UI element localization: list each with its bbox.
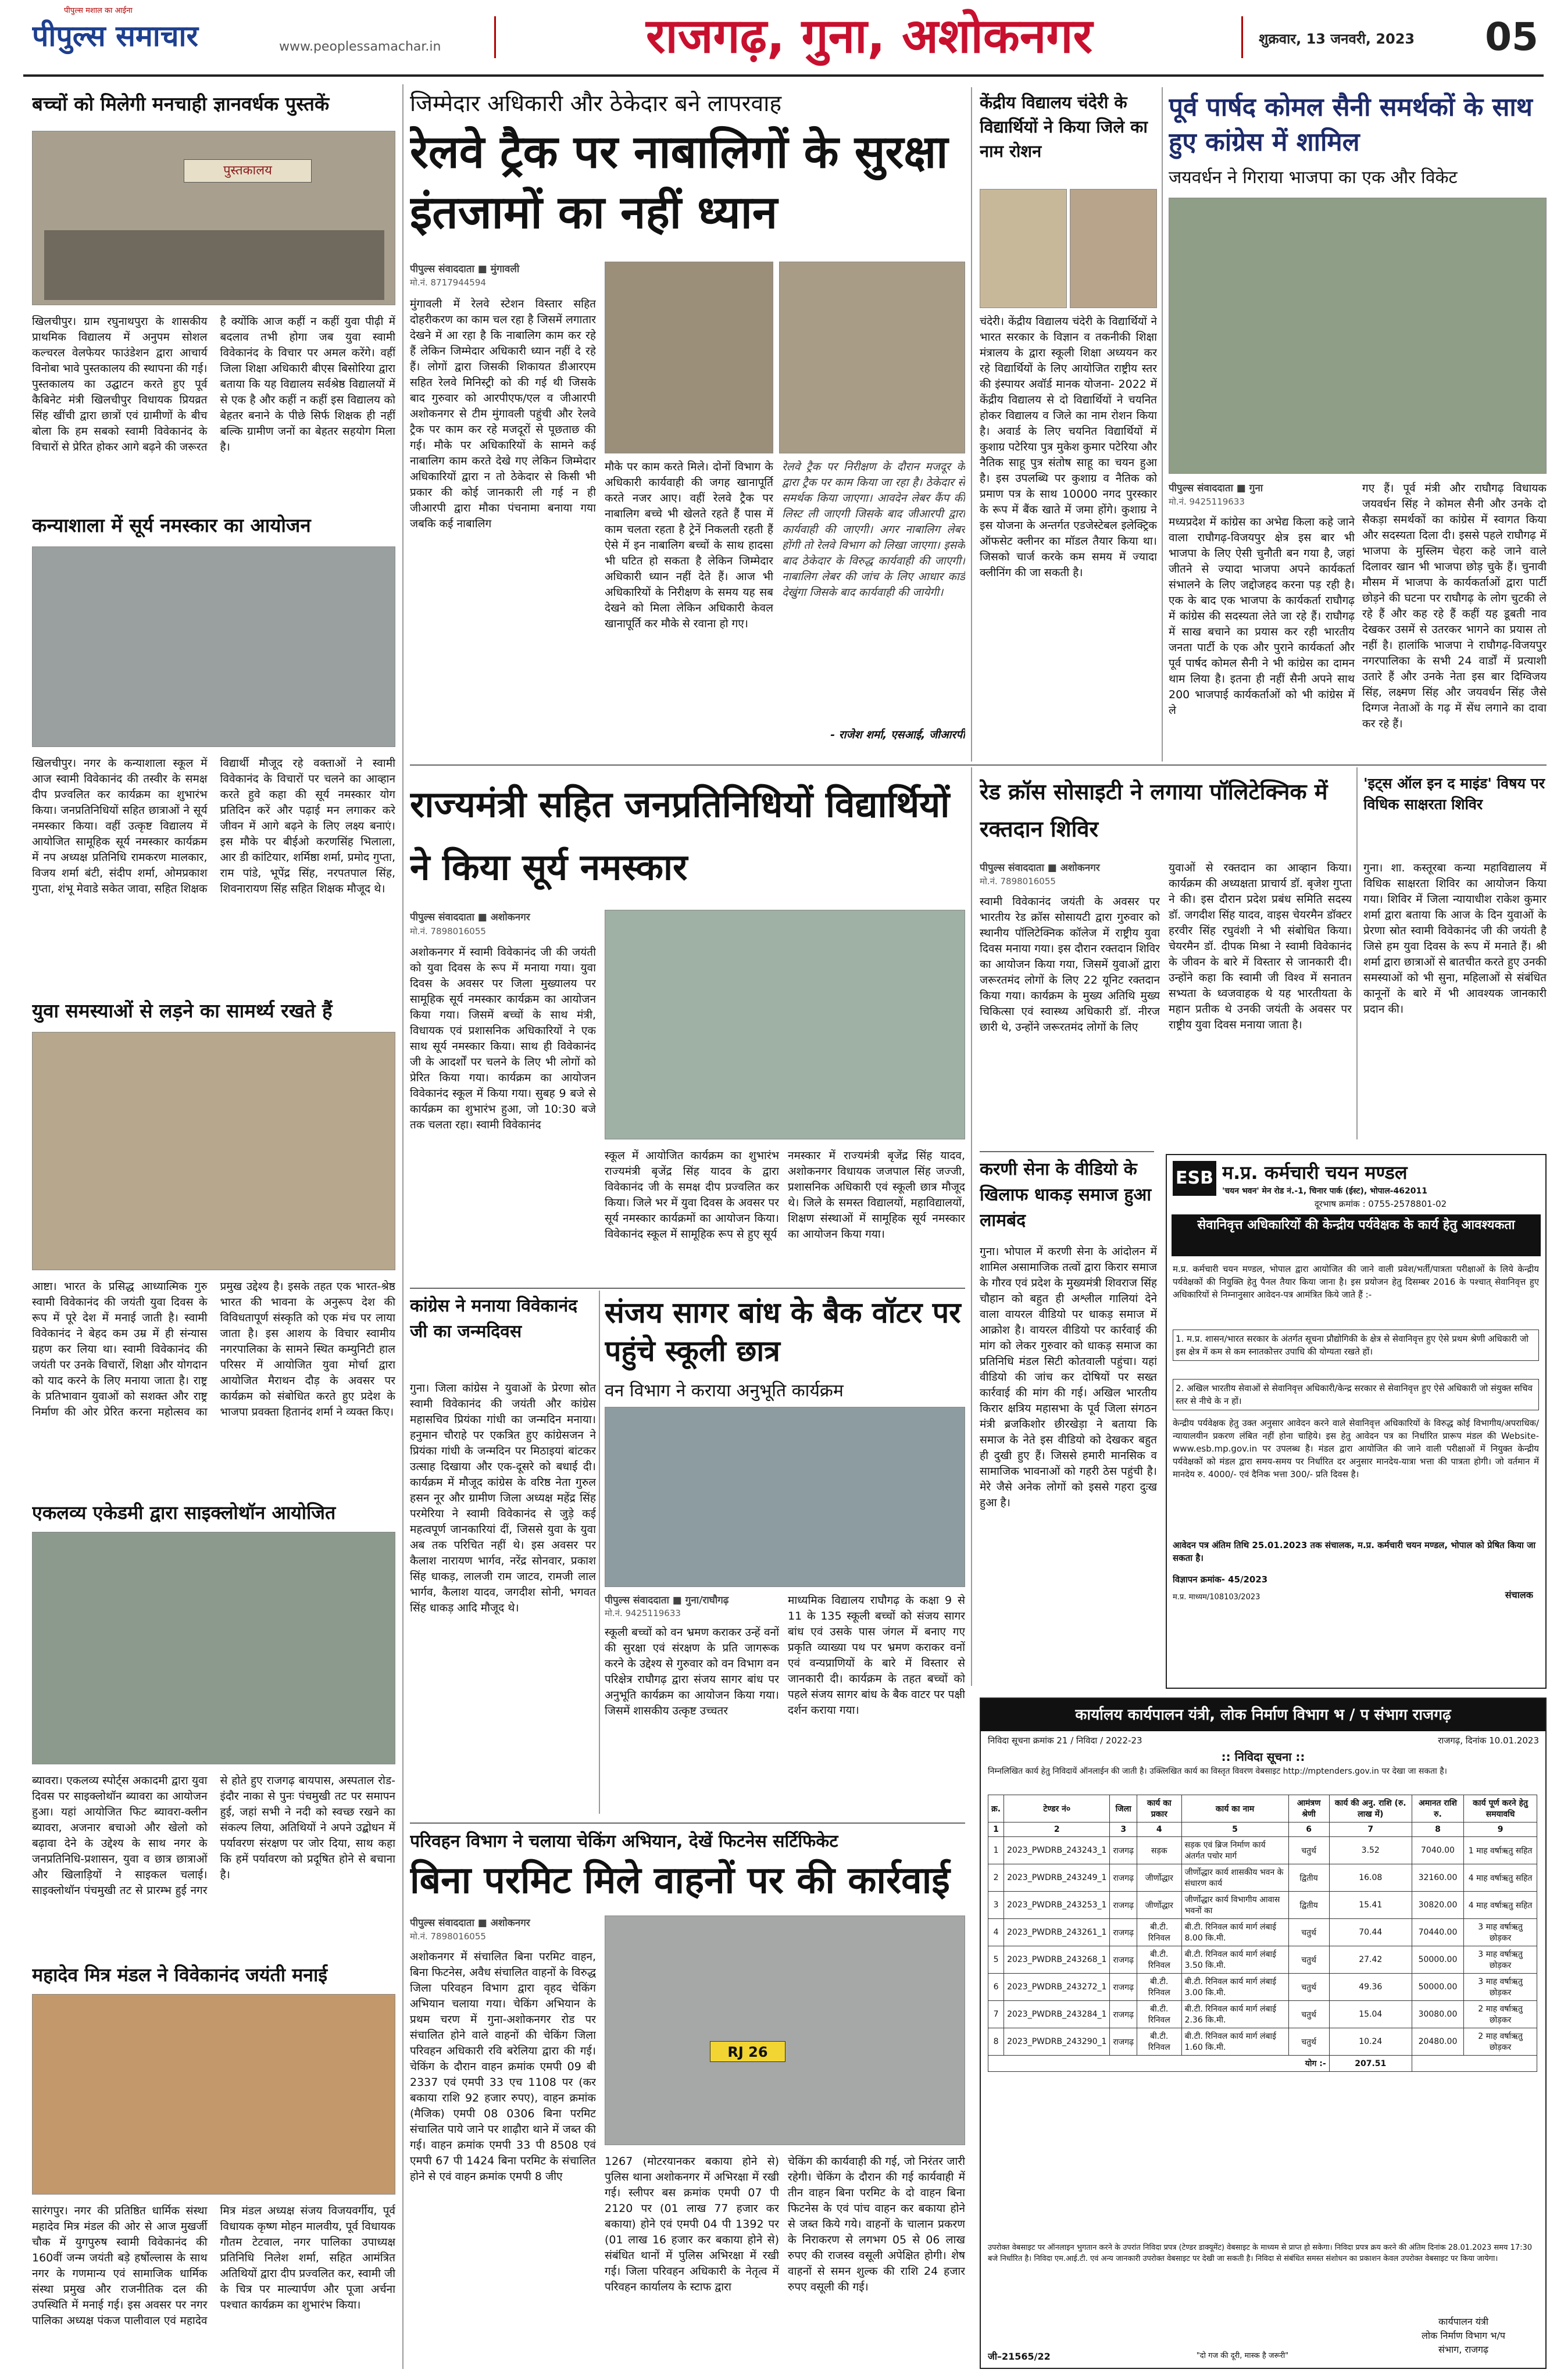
table-cell: राजगढ़ [1110, 1837, 1137, 1864]
pwd-colnum: 4 [1137, 1822, 1181, 1837]
table-cell: राजगढ़ [1110, 2028, 1137, 2056]
library-sign: पुस्तकालय [184, 159, 312, 183]
kicker: परिवहन विभाग ने चलाया चेकिंग अभियान, देखें फिटनेस सर्टिफिकेट [410, 1831, 838, 1852]
page-number: 05 [1485, 15, 1538, 59]
table-cell: राजगढ़ [1110, 1892, 1137, 1919]
table-cell: चतुर्थ [1288, 1974, 1329, 2001]
pwd-col-header: कार्य की अनु. राशि (रु. लाख में) [1329, 1795, 1412, 1822]
story-body-2: 1267 (मोटरयानकर बकाया होने से) पुलिस थाना अशोकनगर में अभिरक्षा में रखी गई। स्लीपर बस क्रमांक एमपी 07 पी 2120 पर (01 लाख 77 हजार कर बकाया) होने एवं एमपी 04 पी 1392 पर (01 लाख 16 हजार कर बकाया होने से) संबंधित थानों में पुलिस अभिरक्षा में रखी गई। जिला परिवहन अधिकारी के नेतृत्व में परिवहन कार्यालय के स्टाफ द्वारा [605, 2155, 779, 2293]
pwd-table-wrap [988, 1795, 1537, 2213]
story-body-1: मध्यप्रदेश में कांग्रेस का अभेद्य किला कहे जाने वाला राघौगढ़-विजयपुर क्षेत्र इस बार भी भाजपा के लिए ऐसी चुनौती बन गया है, जहां जीतने से ज्यादा भाजपा अपने कार्यकर्ता संभालने के लिए जद्दोजहद करना पड़ रही है। एक के बाद एक भाजपा के कार्यकर्ता राघौगढ़ में कांग्रेस की सदस्यता लेते जा रहे हैं। राघौगढ़ में साख बचाने का प्रयास कर रही भारतीय जनता पार्टी के एक और पुराने कार्यकर्ता और पूर्व पार्षद कोमल सैनी ने भी कांग्रेस का दामन थाम लिया है। इतना ही नहीं सैनी अपने साथ 200 भाजपाई कार्यकर्ताओं को भी कांग्रेस में ले [1169, 516, 1355, 717]
table-row [988, 1837, 1537, 1864]
pwd-total-value: 207.51 [1329, 2056, 1412, 2072]
table-cell: 2023_PWDRB_243261_1 [1004, 1919, 1110, 1946]
pwd-colnum: 7 [1329, 1822, 1412, 1837]
story-sanjay [605, 1293, 965, 1817]
pwd-colnum: 5 [1181, 1822, 1288, 1837]
table-cell: जीर्णोद्धार कार्य विभागीय आवास भवनों का [1181, 1892, 1288, 1919]
table-cell: द्वितीय [1288, 1864, 1329, 1892]
table-cell: चतुर्थ [1288, 1946, 1329, 1974]
photo-people [44, 230, 384, 300]
table-cell: राजगढ़ [1110, 1864, 1137, 1892]
table-cell: राजगढ़ [1110, 1974, 1137, 2001]
story-body-1: स्कूली बच्चों को वन भ्रमण कराकर उन्हें वनों की सुरक्षा एवं संरक्षण के प्रति जागरूक करने के उद्देश्य से गुरुवार को वन विभाग वन परिक्षेत्र राघौगढ़ द्वारा संजय सागर बांध पर अनुभूति कार्यक्रम का आयोजन किया गया। जिसमें शासकीय उत्कृष्ट उच्चतर [605, 1626, 779, 1717]
story-body-1: स्वामी विवेकानंद जयंती के अवसर पर भारतीय रेड क्रॉस सोसायटी द्वारा गुरुवार को स्थानीय पॉलिटेक्निक कॉलेज में राष्ट्रीय युवा दिवस मनाया गया। इस दौरान रक्तदान शिविर का आयोजन किया गया, जिसमें युवाओं द्वारा जरूरतमंद लोगों के लिए 22 यूनिट रक्तदान किया गया। कार्यक्रम के मुख्य अतिथि मुख्य चिकित्सा एवं स्वास्थ्य अधिकारी डॉ. नीरज छारी थे, उन्होंने जरूरतमंद लोगों के लिए [980, 895, 1160, 1034]
pwd-col-header: जिला [1110, 1795, 1137, 1822]
esb-phone: दूरभाष क्रमांक : 0755-2578801-02 [1314, 1199, 1447, 1209]
table-cell: 7 [988, 2001, 1004, 2028]
mobile: मो.नं. 7898016055 [410, 1931, 486, 1942]
headline[interactable]: कांग्रेस ने मनाया विवेकानंद जी का जन्मदिवस [410, 1296, 578, 1342]
mobile: मो.नं. 9425119633 [1169, 496, 1245, 507]
table-row [988, 1974, 1537, 2001]
esb-heading: सेवानिवृत्त अधिकारियों की केन्द्रीय पर्यवेक्षक के कार्य हेतु आवश्यकता [1172, 1214, 1541, 1256]
pwd-colnum: 6 [1288, 1822, 1329, 1837]
subhead: जयवर्धन ने गिराया भाजपा का एक और विकेट [1169, 167, 1458, 188]
story-body-1: अशोकनगर में स्वामी विवेकानंद जी की जयंती को युवा दिवस के रूप में मनाया गया। युवा दिवस के अवसर पर जिला मुख्यालय पर सामूहिक सूर्य नमस्कार कार्यक्रम का आयोजन किया गया। जिसमें बच्चों के साथ मंत्री, विधायक एवं प्रशासनिक अधिकारियों ने एक साथ सूर्य नमस्कार किया। साथ ही विवेकानंद जी के आदर्शों पर चलने के लिए भी लोगों को प्रेरित किया गया। कार्यक्रम का आयोजन विवेकानंद स्कूल में किया गया। सुबह 9 बजे से कार्यक्रम का शुभारंभ हुआ, जो 10:30 बजे तक चलता रहा। स्वामी विवेकानंद [410, 946, 596, 1131]
headline[interactable]: युवा समस्याओं से लड़ने का सामर्थ्य रखते हैं [32, 999, 333, 1022]
table-cell: 1 [988, 1837, 1004, 1864]
esb-address: 'चयन भवन' मेन रोड नं.-1, चिनार पार्क (ईस्ट), भोपाल-462011 [1222, 1187, 1427, 1196]
headline[interactable]: रेड क्रॉस सोसाइटी ने लगाया पॉलिटेक्निक में रक्तदान शिविर [980, 779, 1328, 842]
table-cell: 1 माह वर्षाऋतु सहित [1464, 1837, 1537, 1864]
table-cell: बी.टी. रिनिवल कार्य मार्ग लंबाई 2.36 कि.मी. [1181, 2001, 1288, 2028]
story-body-2: गए हैं। पूर्व मंत्री और राघौगढ़ विधायक जयवर्धन सिंह ने कोमल सैनी और उनके दो सैकड़ा समर्थकों का कांग्रेस में स्वागत किया और सदस्यता दिला दी। इससे पहले राघौगढ़ में भाजपा के मुस्लिम चेहरा कहे जाने वाले दिलावर खान भी भाजपा छोड़ चुके हैं। चुनावी मौसम में भाजपा के कार्यकर्ताओं द्वारा पार्टी छोड़ने की घटना पर राघौगढ़ के लोग चुटकी ले रहे हैं और कह रहे हैं कहीं यह डूबती नाव देखकर उसमें से उतरकर भागने का प्रयास तो नहीं है। हालांकि भाजपा ने राघौगढ़-विजयपुर नगरपालिका के सभी 24 वार्डों में प्रत्याशी उतारे हैं और उनके नेता इस बार दिग्विजय सिंह, लक्ष्मण सिंह और जयवर्धन सिंह जैसे दिग्गज नेताओं के गढ़ में सेंध लगाने का दावा कर रहे हैं। [1362, 482, 1547, 730]
story-body: आष्टा। भारत के प्रसिद्ध आध्यात्मिक गुरु स्वामी विवेकानंद की जयंती युवा दिवस के रूप में पूरे देश में मनाई जाती है। स्वामी विवेकानंद ने बेहद कम उम्र में ही संन्यास ग्रहण कर लिया था। स्वामी विवेकानंद की जयंती पर उनके विचारों, शिक्षा और योगदान को याद करने के लिए मनाया जाता है। राष्ट्र के प्रतिभावान युवाओं को सशक्त और राष्ट्र निर्माण की ओर प्रेरित करना महोत्सव का प्रमुख उद्देश्य है। इसके तहत एक भारत-श्रेष्ठ भारत की भावना के अनुरूप देश की विविधतापूर्ण संस्कृति को एक मंच पर लाया जाता है। इस आशय के विचार स्वामीय नगरपालिका के सामने स्थित कम्युनिटी हाल परिसर में आयोजित युवा मोर्चा द्वारा आयोजित मैराथन दौड़ के अवसर पर कार्यक्रम को संबोधित करते हुए प्रदेश के भाजपा प्रवक्ता हितानंद शर्मा ने व्यक्त किए। [32, 1280, 395, 1418]
story-karni [980, 1157, 1157, 1689]
table-cell: द्वितीय [1288, 1892, 1329, 1919]
kanyashala-photo [32, 546, 395, 747]
pwd-total-label: योग :- [988, 2056, 1330, 2072]
subhead: वन विभाग ने कराया अनुभूति कार्यक्रम [605, 1381, 844, 1401]
table-cell: 30820.00 [1412, 1892, 1463, 1919]
table-cell: 4 [988, 1919, 1004, 1946]
byline: पीपुल्स संवाददाता ■ अशोकनगर [410, 912, 530, 923]
pwd-notice-no: निविदा सूचना क्रमांक 21 / निविदा / 2022-23 [988, 1735, 1142, 1746]
table-cell: जीर्णोद्धार [1137, 1892, 1181, 1919]
pwd-col-header: कार्य का प्रकार [1137, 1795, 1181, 1822]
pwd-col-header: कार्य का नाम [1181, 1795, 1288, 1822]
table-cell: 3 माह वर्षाऋतु छोड़कर [1464, 1974, 1537, 2001]
quote-by: - राजेश शर्मा, एसआई, जीआरपी [830, 728, 965, 741]
story-body-2: मौके पर काम करते मिले। दोनों विभाग के अधिकारी कार्यवाही की जगह खानापूर्ति करते नजर आए। वहीं रेलवे ट्रैक पर नाबालिग बच्चे भी खेलते रहते हैं पास में काम चलता रहता है ट्रेनें निकलती रहती हैं ऐसे में इन नाबालिग बच्चों के साथ हादसा भी घटित हो सकता है लेकिन जिम्मेदार अधिकारी ध्यान नहीं देते हैं। आज भी अधिकारियों के निरीक्षण के समय यह सब देखने को मिला लेकिन अधिकारी केवल खानापूर्ति कर मौके से रवाना हो गए। [605, 460, 773, 630]
masthead-logo[interactable]: पीपुल्स समाचार [32, 19, 198, 53]
pwd-col-header: आमंत्रण श्रेणी [1288, 1795, 1329, 1822]
table-cell: 20480.00 [1412, 2028, 1463, 2056]
story-kvs [980, 90, 1157, 759]
esb-item2: 2. अखिल भारतीय सेवाओं से सेवानिवृत्त अधिकारी/केन्द्र सरकार से सेवानिवृत्त हुए ऐसे अधिकारी जो संयुक्त सचिव स्तर से नीचे के न हों। [1173, 1379, 1539, 1410]
pwd-col-header: कार्य पूर्ण करने हेतु समयावधि [1464, 1795, 1537, 1822]
headline[interactable]: पूर्व पार्षद कोमल सैनी समर्थकों के साथ हुए कांग्रेस में शामिल [1169, 92, 1533, 157]
kvs-student-1-photo [980, 189, 1067, 308]
table-cell: बी.टी. रिनिवल कार्य मार्ग लंबाई 8.00 कि.मी. [1181, 1919, 1288, 1946]
pwd-table-body [988, 1837, 1537, 2056]
table-row [988, 2001, 1537, 2028]
kvs-student-2-photo [1070, 189, 1157, 308]
railway-photo-2 [779, 262, 965, 453]
table-cell: जीर्णोद्धार [1137, 1864, 1181, 1892]
column-divider-right [1162, 87, 1163, 762]
column-divider-redcross [971, 767, 972, 1686]
table-cell: 70440.00 [1412, 1919, 1463, 1946]
pwd-colnum: 1 [988, 1822, 1004, 1837]
story-body: गुना। शा. कस्तूरबा कन्या महाविद्यालय में विधिक साक्षरता शिविर का आयोजन किया गया। शिविर में जिला न्यायाधीश राकेश कुमार शर्मा द्वारा बताया कि आज के दिन युवाओं के प्रेरणा स्रोत स्वामी विवेकानंद जी की जयंती है जिसे हम युवा दिवस के रूप में मनाते हैं। श्री शर्मा द्वारा छात्राओं से बातचीत करते हुए उनकी समस्याओं को भी सुना, महिलाओं से संबंधित कानूनों के बारे में भी आवश्यक जानकारी प्रदान की। [1363, 862, 1547, 1016]
pwd-table-colnum-row [988, 1822, 1537, 1837]
esb-signature: संचालक [1505, 1589, 1533, 1600]
mahadev-photo [32, 1994, 395, 2195]
column-divider-sanjay [599, 1291, 600, 1814]
masthead [0, 0, 1557, 78]
story-body: खिलचीपुर। नगर के कन्याशाला स्कूल में आज स्वामी विवेकानंद की तस्वीर के समक्ष दीप प्रज्वलित कर कार्यक्रम का शुभारंभ किया। जनप्रतिनिधियों सहित छात्राओं ने सूर्य नमस्कार किया। वहीं उत्कृष्ट विद्यालय में आयोजित सामूहिक सूर्य नमस्कार कार्यक्रम में नप अध्यक्ष प्रतिनिधि रामकरण मालकार, विजय शर्मा बंटी, संदीप शर्मा, ओमप्रकाश गुप्ता, शंभू मेवाडे सकेत जावा, सहित शिक्षक विद्यार्थी मौजूद रहे वक्ताओं ने स्वामी विवेकानंद के विचारों पर चलने का आव्हान करते हुवे कहा की सूर्य नमस्कार योग प्रतिदिन करें और पढ़ाई मन लगाकर करे जीवन में आगे बढ़ने के लिए लक्ष्य बनाएं। इस मौके पर बीईओ करणसिंह भिलाला, आर डी कांटियार, शर्मिष्ठा शर्मा, प्रमोद गुप्ता, राम पांडे, भूपेंद्र सिंह, नरपतपाल सिंह, शिवनारायण सिंह सहित शिक्षक मौजूद थे। [32, 757, 395, 895]
table-cell: 2023_PWDRB_243272_1 [1004, 1974, 1110, 2001]
byline: पीपुल्स संवाददाता ■ गुना/राघौगढ़ [605, 1595, 729, 1606]
table-cell: 2023_PWDRB_243290_1 [1004, 2028, 1110, 2056]
table-cell: 16.08 [1329, 1864, 1412, 1892]
saini-photo [1169, 198, 1547, 474]
table-cell: 3.52 [1329, 1837, 1412, 1864]
byline: पीपुल्स संवाददाता ■ मुंगावली [410, 263, 520, 275]
table-cell: 4 माह वर्षाऋतु सहित [1464, 1864, 1537, 1892]
pwd-code: जी–21565/22 [988, 2351, 1051, 2362]
table-cell: चतुर्थ [1288, 2001, 1329, 2028]
story-body-2: स्कूल में आयोजित कार्यक्रम का शुभारंभ राज्यमंत्री बृजेंद्र सिंह यादव के द्वारा विवेकानंद जी के समक्ष दीप प्रज्वलित कर किया। जिले भर में युवा दिवस के अवसर पर सूर्य नमस्कार कार्यक्रमों का आयोजन किया। विवेकानंद स्कूल में सामूहिक रूप से हुए सूर्य [605, 1149, 779, 1241]
story-body: चंदेरी। केंद्रीय विद्यालय चंदेरी के विद्यार्थियों ने भारत सरकार के विज्ञान व तकनीकी शिक्षा मंत्रालय के द्वारा स्कूली शिक्षा अध्ययन कर रहे विद्यार्थियों के लिए आयोजित राष्ट्रीय स्तर की इंस्पायर अवॉर्ड मानक योजना- 2022 में केंद्रीय विद्यालय से दो विद्यार्थियों ने चयनित होकर विद्यालय व जिले का नाम रोशन किया है। अवार्ड के लिए चयनित विद्यार्थियों में कुशाग्र पटेरिया पुत्र मुकेश कुमार पटेरिया और नैतिक साहू पुत्र संतोष साहू का चयन हुआ है। इस उपलब्धि पर कुशाग्र व नैतिक को प्रमाण पत्र के साथ 10000 नगद पुरस्कार के रूप में बैंक खाते में जमा होंगे। कुशाग्र ने इस योजना के अन्तर्गत एडजेस्टेबल इलेक्ट्रिक ऑफसेट क्लीनर का मॉडल तैयार किया था। जिसको चार्ज करके कम समय में ज्यादा क्लीनिंग की जा सकती है। [980, 315, 1157, 579]
masthead-website[interactable]: www.peoplessamachar.in [279, 40, 441, 54]
table-cell: 30080.00 [1412, 2001, 1463, 2028]
table-cell: 2023_PWDRB_243268_1 [1004, 1946, 1110, 1974]
pwd-col-header: टेण्डर नं० [1004, 1795, 1110, 1822]
pwd-sign-3: संभाग, राजगढ़ [1438, 2344, 1488, 2355]
pwd-colnum: 3 [1110, 1822, 1137, 1837]
story-yuva [32, 997, 395, 1497]
row-rule-karni [980, 1151, 1154, 1152]
column-divider-legal [1356, 767, 1358, 1139]
pwd-col-header: क्र. [988, 1795, 1004, 1822]
esb-item1: 1. म.प्र. शासन/भारत सरकार के अंतर्गत सूचना प्रौद्योगिकी के क्षेत्र से सेवानिवृत्त हुए ऐसे प्रथम श्रेणी अधिकारी जो इस क्षेत्र में कम से कम स्नातकोत्तर उपाधि की योग्यता रखते हों। [1173, 1330, 1539, 1361]
story-saini [1169, 90, 1547, 759]
table-cell: 2 माह वर्षाऋतु छोड़कर [1464, 2001, 1537, 2028]
esb-logo: ESB [1173, 1161, 1216, 1196]
story-surya [410, 773, 965, 1282]
byline: पीपुल्स संवाददाता ■ गुना [1169, 483, 1263, 494]
pwd-terms: उपरोक्त वेबसाइट पर ऑनलाइन भुगतान करने के उपरांत निविदा प्रपत्र (टेण्डर डाक्यूमेंट) वेबसाइट के माध्यम से प्राप्त हो सकेगा। निविदा प्रपत्र क्रय करने की अंतिम दिनांक 28.01.2023 समय 17:30 बजे निर्धारित है। निविदा एम.आई.टी. एवं अन्य जानकारी उपरोक्त वेबसाइट पर देखी जा सकती है। निविदा से संबंधित समस्त संशोधन का प्रकाशन केवल उपरोक्त वेबसाइट पर किया जायेगा। [988, 2243, 1533, 2263]
mobile: मो.नं. 7898016055 [410, 926, 486, 937]
table-cell: 50000.00 [1412, 1946, 1463, 1974]
row-rule-3 [410, 1822, 965, 1824]
headline[interactable]: एकलव्य एकेडमी द्वारा साइक्लोथॉन आयोजित [32, 1502, 336, 1524]
ad-esb [1166, 1154, 1547, 1689]
table-cell: सड़क एवं ब्रिज निर्माण कार्य अंतर्गत पचोर मार्ग [1181, 1837, 1288, 1864]
table-cell: बी.टी. रिनिवल [1137, 2001, 1181, 2028]
pwd-sign-2: लोक निर्माण विभाग भ/प [1421, 2330, 1505, 2341]
esb-para2: केन्द्रीय पर्यवेक्षक हेतु उक्त अनुसार आवेदन करने वाले सेवानिवृत्त अधिकारियों के विरुद्ध कोई विभागीय/अपराधिक/न्यायालयीन प्रकरण लंबित नहीं होना चाहिये। इस हेतु आवेदन पत्र का निर्धारित प्रारूप मंडल की Website-www.esb.mp.gov.in पर उपलब्ध है। मंडल द्वारा आयोजित की जाने वाली परीक्षाओं में नियुक्त केन्द्रीय पर्यवेक्षकों को मंडल द्वारा समय-समय पर निर्धारित दर अनुसार मानदेय-यात्रा भत्ता की पात्रता होगी। जो वर्तमान में मानदेय रु. 4000/- एवं दैनिक भत्ता 300/- प्रति दिवस है। [1173, 1418, 1539, 1480]
pwd-colnum: 2 [1004, 1822, 1110, 1837]
permit-photo [605, 1916, 965, 2145]
table-cell: बी.टी. रिनिवल कार्य मार्ग लंबाई 1.60 कि.मी. [1181, 2028, 1288, 2056]
vehicle-plate: RJ 26 [710, 2041, 785, 2062]
esb-adv-no: विज्ञापन क्रमांक- 45/2023 [1173, 1574, 1268, 1585]
table-cell: बी.टी. रिनिवल [1137, 1919, 1181, 1946]
pwd-sign-1: कार्यपालन यंत्री [1438, 2316, 1488, 2327]
ad-pwd [980, 1698, 1547, 2369]
table-cell: चतुर्थ [1288, 1919, 1329, 1946]
table-row [988, 1919, 1537, 1946]
story-kanyashala [32, 512, 395, 994]
region-title: राजगढ़, गुना, अशोकनगर [645, 9, 1093, 64]
column-divider [402, 84, 403, 2369]
story-body-2: युवाओं से रक्तदान का आव्हान किया। कार्यक्रम की अध्यक्षता प्राचार्य डॉ. बृजेश गुप्ता ने की। इस दौरान प्रदेश प्रबंध समिति सदस्य डॉ. जगदीश सिंह यादव, वाइस चेयरमैन डॉक्टर हरवीर सिंह रघुवंशी ने भी संबोधित किया। चेयरमैन डॉ. दीपक मिश्रा ने स्वामी विवेकानंद के जीवन के बारे में विस्तार से जानकारी दी। उन्होंने कहा कि स्वामी जी विश्व में सनातन सभ्यता के ध्वजवाहक थे यह भारतीयता के महान प्रतीक थे उनकी जयंती के अवसर पर राष्ट्रीय युवा दिवस मनाया जाता है। [1169, 862, 1352, 1031]
row-rule [410, 764, 1547, 766]
headline[interactable]: संजय सागर बांध के बैक वॉटर पर पहुंचे स्कूली छात्र [605, 1296, 961, 1368]
table-cell: 2023_PWDRB_243249_1 [1004, 1864, 1110, 1892]
story-body: ब्यावरा। एकलव्य स्पोर्ट्स अकादमी द्वारा युवा दिवस पर साइक्लोथॉन ब्यावरा का आयोजन हुआ। यहां आयोजित फिट ब्यावरा-क्लीन ब्यावरा, अजनार बचाओ और खेलो को बढ़ावा देने के उद्देश्य के साथ नगर के जनप्रतिनिधि-प्रशासन, युवा व छात्र छात्राओं और खिलाड़ियों ने साइकल चलाई। साइक्लोथॉन पंचमुखी तट से प्रारम्भ हुई नगर से होते हुए राजगढ़ बायपास, अस्पताल रोड- इंदौर नाका से पुनः पंचमुखी तट पर समापन हुई, जहां सभी ने नदी को स्वच्छ रखने का संकल्प लिया, अतिथियों ने अपने उद्बोधन में पर्यावरण संरक्षण पर जोर दिया, साथ कहा कि हमें पर्यावरण को प्रदूषित होने से बचाना है। [32, 1774, 395, 1897]
headline[interactable]: रेलवे ट्रैक पर नाबालिगों के सुरक्षा इंतजामों का नहीं ध्यान [410, 126, 948, 239]
table-cell: 2 माह वर्षाऋतु छोड़कर [1464, 2028, 1537, 2056]
table-cell: 2023_PWDRB_243284_1 [1004, 2001, 1110, 2028]
table-cell: बी.टी. रिनिवल [1137, 2028, 1181, 2056]
table-row [988, 1946, 1537, 1974]
table-cell: राजगढ़ [1110, 2001, 1137, 2028]
story-body-1: मुंगावली में रेलवे स्टेशन विस्तार सहित दोहरीकरण का काम चल रहा है जिसमें लगातार देखने में आ रहा है कि नाबालिग काम कर रहे हैं लेकिन जिम्मेदार अधिकारी ध्यान नहीं दे रहे हैं। लोगों द्वारा जिसकी शिकायत डीआरएम सहित रेलवे मिनिस्ट्री को की गई थी जिसके बाद गुरुवार को आरपीएफ/एल व जीआरपी अशोकनगर से टीम मुंगावली पहुंची और रेलवे ट्रैक पर काम कर रहे मजदूरों से पूछताछ की गई। मौके पर अधिकारियों के सामने कई नाबालिग काम करते देखे गए लेकिन जिम्मेदार अधिकारियों द्वारा न तो ठेकेदार से किसी भी प्रकार की कोई जानकारी ली गई न ही जीआरपी द्वारा मौका पंचनामा बनाया गया जबकि कई नाबालिग [410, 298, 596, 530]
pwd-intro: निम्नलिखित कार्य हेतु निविदायें ऑनलाईन की जाती है। उक्त्लिखित कार्य का विस्तृत विवरण वेबसाइट http://mptenders.gov.in पर देखा जा सकता है। [988, 1767, 1447, 1776]
pwd-total-blank [1412, 2056, 1537, 2072]
railway-photo-1 [605, 262, 773, 453]
table-cell: बी.टी. रिनिवल कार्य मार्ग लंबाई 3.50 कि.मी. [1181, 1946, 1288, 1974]
headline[interactable]: कन्याशाला में सूर्य नमस्कार का आयोजन [32, 514, 311, 537]
table-cell: 50000.00 [1412, 1974, 1463, 2001]
table-cell: 4 माह वर्षाऋतु सहित [1464, 1892, 1537, 1919]
story-ekalavya [32, 1500, 395, 1959]
story-legal [1363, 773, 1547, 1145]
table-cell: राजगढ़ [1110, 1919, 1137, 1946]
story-redcross [980, 773, 1352, 1145]
pwd-col-header: अमानत राशि रु. [1412, 1795, 1463, 1822]
story-mahadev [32, 1962, 395, 2369]
story-body: गुना। भोपाल में करणी सेना के आंदोलन में शामिल असामाजिक तत्वों द्वारा किरार समाज के गौरव एवं प्रदेश के मुख्यमंत्री शिवराज सिंह चौहान को बहुत ही अश्लील गालियां देने वाला वायरल वीडियो पर धाकड़ समाज में आक्रोश है। वायरल वीडियो पर कार्रवाई की मांग को लेकर गुरुवार को धाकड़ समाज का प्रतिनिधि मंडल सिटी कोतवाली पहुंचा। यहां वीडियो की जांच कर दोषियों पर सख्त कार्रवाई की मांग की गई। अखिल भारतीय किरार क्षत्रिय महासभा के पूर्व जिला संगठन मंत्री ब्रजकिशोर छीरखेड़ा ने बताया कि समाज के नेते इस वीडियो को देखकर बहुत ही दुखी हुए हैं। जिससे हमारी मानसिक व सामाजिक भावनाओं को गहरी ठेस पहुंची है। मेरे जैसे अनेक लोगों को इससे गहरा दुःख हुआ है। [980, 1245, 1157, 1509]
surya-photo [605, 910, 965, 1139]
pwd-table [988, 1795, 1537, 2072]
pwd-colnum: 9 [1464, 1822, 1537, 1837]
pwd-notice-date: राजगढ़, दिनांक 10.01.2023 [1438, 1735, 1539, 1746]
masthead-rule [23, 74, 1544, 77]
pwd-slogan: "दो गज की दूरी, मास्क है जरूरी" [1196, 2352, 1289, 2360]
ekalavya-photo [32, 1532, 395, 1764]
table-cell: 2023_PWDRB_243253_1 [1004, 1892, 1110, 1919]
pwd-title: कार्यालय कार्यपालन यंत्री, लोक निर्माण विभाग भ / प संभाग राजगढ़ [981, 1699, 1545, 1731]
headline[interactable]: केंद्रीय विद्यालय चंदेरी के विद्यार्थियों ने किया जिले का नाम रोशन [980, 92, 1148, 161]
mobile: मो.नं. 7898016055 [980, 876, 1056, 887]
headline[interactable]: करणी सेना के वीडियो के खिलाफ धाकड़ समाज हुआ लामबंद [980, 1159, 1152, 1231]
headline[interactable]: महादेव मित्र मंडल ने विवेकानंद जयंती मनाई [32, 1964, 328, 1986]
esb-para3: आवेदन पत्र अंतिम तिथि 25.01.2023 तक संचालक, म.प्र. कर्मचारी चयन मण्डल, भोपाल को प्रेषित किया जा सकता है। [1173, 1540, 1536, 1563]
pwd-total-row [988, 2056, 1537, 2072]
table-cell: 7040.00 [1412, 1837, 1463, 1864]
story-railway [410, 87, 965, 750]
yuva-photo [32, 1032, 395, 1270]
table-cell: चतुर्थ [1288, 2028, 1329, 2056]
masthead-date: शुक्रवार, 13 जनवरी, 2023 [1259, 31, 1415, 47]
table-cell: बी.टी. रिनिवल कार्य मार्ग लंबाई 3.00 कि.मी. [1181, 1974, 1288, 2001]
table-cell: 3 माह वर्षाऋतु छोड़कर [1464, 1946, 1537, 1974]
table-cell: 49.36 [1329, 1974, 1412, 2001]
headline[interactable]: राज्यमंत्री सहित जनप्रतिनिधियों विद्यार्थियों ने किया सूर्य नमस्कार [410, 783, 950, 888]
table-cell: सड़क [1137, 1837, 1181, 1864]
story-congress-vivekanand [410, 1293, 596, 1817]
pwd-center: :: निविदा सूचना :: [1221, 1750, 1305, 1764]
masthead-divider-left [494, 16, 496, 58]
story-body: खिलचीपुर। ग्राम रघुनाथपुरा के शासकीय प्राथमिक विद्यालय में अनुपम सोशल कल्चरल वेलफेयर फाउंडेशन द्वारा आचार्य विनोबा भावे पुस्तकालय की स्थापना की गई। पुस्तकालय का उद्घाटन करते हुए पूर्व कैबिनेट मंत्री खिलचीपुर विधायक प्रियव्रत सिंह खींची द्वारा छात्रों एवं ग्रामीणों के बीच बोला कि हम सबको स्वामी विवेकानंद के विचारों से प्रेरित होकर आगे बढ़ने की जरूरत है क्योंकि आज कहीं न कहीं युवा पीढ़ी में बदलाव तभी होगा जब युवा स्वामी विवेकानंद के विचार पर अमल करेंगे। वहीं जिला शिक्षा अधिकारी बीएस बिसोरिया द्वारा बताया कि यह विद्यालय सर्वश्रेष्ठ विद्यालयों में से एक है और कहीं न कहीं इस विद्यालय को बेहतर बनाने के पीछे सिर्फ शिक्षक ही नहीं बल्कि ग्रामीण जनों का बेहतर सहयोग मिला है। [32, 315, 395, 453]
library-photo [32, 131, 395, 305]
table-cell: 3 माह वर्षाऋतु छोड़कर [1464, 1919, 1537, 1946]
table-cell: 5 [988, 1946, 1004, 1974]
table-row [988, 1892, 1537, 1919]
table-cell: 6 [988, 1974, 1004, 2001]
story-body-3: चेकिंग की कार्यवाही की गई, जो निरंतर जारी रहेगी। चेकिंग के दौरान की गई कार्यवाही में तीन वाहन बिना परमिट के दो वाहन बिना फिटनेस के एवं पांच वाहन कर बकाया होने से जब्त किये गये। वाहनों के चालान प्रकरण के निराकरण से लगभग 05 से 06 लाख रुपए की राजस्व वसूली अपेक्षित होगी। शेष वाहनों से समन शुल्क की राशि 24 हजार रुपए वसूली की गई। [788, 2155, 965, 2293]
headline[interactable]: बच्चों को मिलेगी मनचाही ज्ञानवर्धक पुस्तकें [32, 92, 330, 115]
table-cell: 8 [988, 2028, 1004, 2056]
byline: पीपुल्स संवाददाता ■ अशोकनगर [410, 1917, 530, 1929]
railway-caption: रेलवे ट्रैक पर निरीक्षण के दौरान मजदूर के द्वारा ट्रैक पर काम किया जा रहा है। ठेकेदार से समर्थक किया जाएगा। आवदेन लेबर कैंप की लिस्ट ली जाएगी जिसके बाद जीआरपी द्वारा कार्यवाही की जाएगी। अगर नाबालिग लेबर होंगी तो रेलवे विभाग को लिखा जाएगा। इसके बाद ठेकेदार के विरुद्ध कार्यवाही की जाएगी। नाबालिग लेबर की जांच के लिए आधार कार्ड देखुंगा जिसके बाद कार्यवाही की जायेगी। [782, 460, 965, 599]
pwd-colnum: 8 [1412, 1822, 1463, 1837]
table-cell: 3 [988, 1892, 1004, 1919]
story-body: गुना। जिला कांग्रेस ने युवाओं के प्रेरणा स्रोत स्वामी विवेकानंद की जयंती और कांग्रेस महासचिव प्रियंका गांधी का जन्मदिन मनाया। हनुमान चौराहे पर एकत्रित हुए कांग्रेसजन ने प्रियंका गांधी के जन्मदिन पर मिठाइयां बांटकर उत्साह दिखाया और एक-दूसरे को बधाई दी। कार्यक्रम में मौजूद कांग्रेस के वरिष्ठ नेता गुरुल हसन नूर और ग्रामीण जिला अध्यक्ष महेंद्र सिंह परमेरिया ने स्वामी विवेकानंद से जुड़े कई महत्वपूर्ण जानकारियां दीं, जिससे युवा के युवा अब तक परिचित नहीं थे। इस अवसर पर कैलाश नारायण भार्गव, नरेंद्र सोनवार, प्रकाश सिंह धाकड़, लालजी राम जाटव, रामजी लाल भार्गव, कैलाश यादव, जगदीश सोनी, भगवत सिंह धाकड़ आदि मौजूद थे। [410, 1382, 596, 1614]
story-body: सारंगपुर। नगर की प्रतिष्ठित धार्मिक संस्था महादेव मित्र मंडल की ओर से आज मुखर्जी चौक में युगपुरुष स्वामी विवेकानंद की 160वीं जन्म जयंती बड़े हर्षोल्लास के साथ नगर के गणमान्य एवं सामाजिक धार्मिक संस्था प्रमुख और राजनीतिक दल की उपस्थिति में मनाई गई। इस अवसर पर नगर पालिका अध्यक्ष पंकज पालीवाल एवं महादेव मित्र मंडल अध्यक्ष संजय विजयवर्गीय, पूर्व विधायक कृष्ण मोहन मालवीय, पूर्व विधायक गौतम टेटवाल, नगर पालिका उपाध्यक्ष प्रतिनिधि निलेश शर्मा, सहित आमंत्रित अतिथियों द्वारा दीप प्रज्वलित कर, स्वामी जी के चित्र पर माल्यार्पण और पूजा अर्चना पश्चात कार्यक्रम का शुभारंभ किया। [32, 2204, 395, 2327]
esb-title: म.प्र. कर्मचारी चयन मण्डल [1222, 1162, 1408, 1184]
row-rule-2 [410, 1288, 965, 1289]
table-cell: 2 [988, 1864, 1004, 1892]
table-cell: चतुर्थ [1288, 1837, 1329, 1864]
table-cell: बी.टी. रिनिवल [1137, 1974, 1181, 2001]
table-row [988, 1864, 1537, 1892]
story-library [32, 90, 395, 509]
story-permit [410, 1828, 965, 2369]
table-cell: बी.टी. रिनिवल [1137, 1946, 1181, 1974]
headline[interactable]: बिना परमिट मिले वाहनों पर की कार्रवाई [410, 1859, 950, 1902]
table-cell: 70.44 [1329, 1919, 1412, 1946]
byline: पीपुल्स संवाददाता ■ अशोकनगर [980, 862, 1100, 874]
masthead-divider-right [1241, 16, 1243, 58]
headline[interactable]: 'इट्स ऑल इन द माइंड' विषय पर विधिक साक्षरता शिविर [1363, 775, 1545, 813]
esb-footnote: म.प्र. माध्यम/108103/2023 [1173, 1593, 1260, 1602]
story-body-1: अशोकनगर में संचालित बिना परमिट वाहन, बिना फिटनेस, अवैध संचालित वाहनों के विरुद्ध जिला परिवहन विभाग द्वारा वृहद चेकिंग अभियान चलाया गया। चेकिंग अभियान के प्रथम चरण में गुना-अशोकनगर रोड पर संचालित होने वाले वाहनों की चेकिंग जिला परिवहन अधिकारी रवि बरेलिया द्वारा की गई। चेकिंग के दौरान वाहन क्रमांक एमपी 09 बी 2337 एवं एमपी 33 एच 1108 पर (कर बकाया राशि 92 हजार रुपए), वाहन क्रमांक (मैजिक) एमपी 08 0306 बिना परमिट संचालित पाये जाने पर शाढ़ौरा थाने में जब्त की गई। वाहन क्रमांक एमपी 33 पी 8508 एवं एमपी 67 पी 1424 बिना परमिट के संचालित होने से एवं वाहन क्रमांक एमपी 8 जीए [410, 1950, 596, 2183]
table-cell: 32160.00 [1412, 1864, 1463, 1892]
column-divider-kvs [971, 87, 972, 762]
table-cell: 15.04 [1329, 2001, 1412, 2028]
masthead-logo-tagline: पीपुल्स मशाल का आईना [64, 6, 133, 15]
pwd-table-header-row [988, 1795, 1537, 1822]
table-cell: 2023_PWDRB_243243_1 [1004, 1837, 1110, 1864]
esb-para1: म.प्र. कर्मचारी चयन मण्डल, भोपाल द्वारा आयोजित की जाने वाली प्रवेश/भर्ती/पात्रता परीक्षाओं के लिये केन्द्रीय पर्यवेक्षकों की नियुक्ति हेतु पैनल तैयार किया जाना है। इस प्रयोजन हेतु दिसम्बर 2016 के पश्चात् सेवानिवृत्त हुए अधिकारियों से निम्नानुसार आवेदन-पत्र आमंत्रित किये जाते हैं :- [1173, 1264, 1539, 1300]
table-cell: जीर्णोद्धार कार्य शासकीय भवन के संधारण कार्य [1181, 1864, 1288, 1892]
mobile: मो.नं. 9425119633 [605, 1608, 681, 1618]
sanjay-photo [605, 1407, 965, 1587]
kicker: जिम्मेदार अधिकारी और ठेकेदार बने लापरवाह [410, 91, 782, 117]
story-body-2: माध्यमिक विद्यालय राघौगढ़ के कक्षा 9 से 11 के 135 स्कूली बच्चों को संजय सागर बांध एवं उसके पास जंगल में बनाए गए प्रकृति व्याख्या पथ पर भ्रमण कराकर वनों एवं वन्यप्राणियों के बारे में विस्तार से जानकारी दी। कार्यक्रम के तहत बच्चों को पहले संजय सागर बांध के बैक वाटर पर पक्षी दर्शन कराया गया। [788, 1594, 965, 1717]
table-cell: 15.41 [1329, 1892, 1412, 1919]
table-cell: 27.42 [1329, 1946, 1412, 1974]
mobile: मो.नं. 8717944594 [410, 277, 486, 288]
story-body-3: नमस्कार में राज्यमंत्री बृजेंद्र सिंह यादव, अशोकनगर विधायक जजपाल सिंह जज्जी, प्रशासनिक अधिकारी एवं स्कूली छात्र मौजूद थे। जिले के समस्त विद्यालयों, महाविद्यालयों, शिक्षण संस्थाओं में सामूहिक सूर्य नमस्कार का आयोजन किया गया। [788, 1149, 965, 1241]
table-cell: 10.24 [1329, 2028, 1412, 2056]
table-cell: राजगढ़ [1110, 1946, 1137, 1974]
table-row [988, 2028, 1537, 2056]
